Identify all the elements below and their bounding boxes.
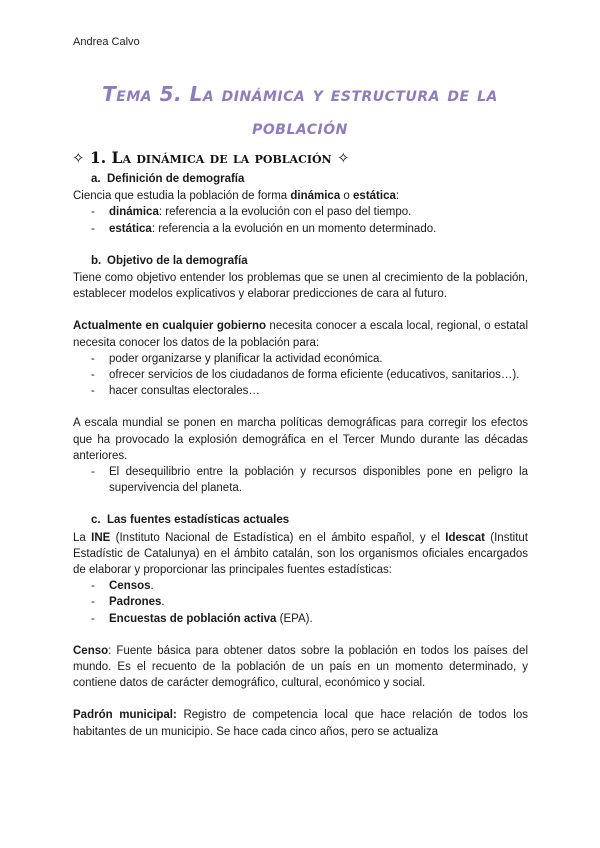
dash-list bbox=[73, 351, 528, 400]
list-item: - Encuestas de población activa (EPA). bbox=[73, 611, 528, 627]
paragraph: Censo: Fuente básica para obtener datos sobre la población en todos los países del mundo. Es el recuento de la población de un país en un momento determinado, y contiene datos de carácter demográfico, cultural, económico y social. bbox=[73, 644, 528, 690]
sparkle-icon: ✧ bbox=[337, 149, 350, 167]
paragraph: Tiene como objetivo entender los problemas que se unen al crecimiento de la población, establecer modelos explicativos y elaborar predicciones de cara al futuro. bbox=[73, 272, 528, 301]
list-item: - Censos. bbox=[73, 578, 528, 594]
paragraph: La INE (Instituto Nacional de Estadística) en el ámbito español, y el Idescat (Institut Estadístic de Catalunya) en el ámbito catalán, son los organismos oficiales encargados de elaborar y proporcionar las principales fuentes estadísticas: bbox=[73, 531, 528, 577]
list-item: - estática: referencia a la evolución en un momento determinado. bbox=[73, 221, 528, 237]
section-heading bbox=[72, 148, 350, 167]
paragraph: Padrón municipal: Registro de competencia local que hace relación de todos los habitantes de un municipio. Se hace cada cinco años, pero se actualiza bbox=[73, 709, 528, 738]
subsection-heading-a: a. Definición de demografía bbox=[91, 173, 245, 185]
dash-list bbox=[73, 204, 528, 236]
list-item: - ofrecer servicios de los ciudadanos de forma eficiente (educativos, sanitarios…). bbox=[73, 367, 528, 383]
subsection-heading-b: b. Objetivo de la demografía bbox=[91, 254, 248, 267]
author-name: Andrea Calvo bbox=[73, 36, 140, 48]
list-item: - dinámica: referencia a la evolución con el paso del tiempo. bbox=[73, 204, 528, 220]
list-item: - hacer consultas electorales… bbox=[73, 383, 528, 399]
dash-list bbox=[73, 464, 528, 496]
section-heading-text: 1. La dinámica de la población bbox=[89, 148, 332, 167]
paragraph: Ciencia que estudia la población de forma dinámica o estática: bbox=[73, 190, 400, 203]
sparkle-icon: ✧ bbox=[72, 149, 85, 167]
document-body bbox=[73, 171, 528, 740]
paragraph: A escala mundial se ponen en marcha políticas demográficas para corregir los efectos que ha provocado la explosión demográfica en el Tercer Mundo durante las décadas anteriores. bbox=[73, 417, 528, 462]
subsection-heading-c: c. Las fuentes estadísticas actuales bbox=[91, 514, 290, 527]
list-item: - El desequilibrio entre la población y recursos disponibles pone en peligro la supervivencia del planeta. bbox=[73, 464, 528, 496]
list-item: - Padrones. bbox=[73, 594, 528, 610]
paragraph: Actualmente en cualquier gobierno necesita conocer a escala local, regional, o estatal necesita conocer los datos de la población para: bbox=[73, 320, 528, 349]
list-item: - poder organizarse y planificar la actividad económica. bbox=[73, 351, 528, 367]
dash-list bbox=[73, 578, 528, 627]
page-title: Tema 5. La dinámica y estructura de la población bbox=[102, 82, 498, 139]
